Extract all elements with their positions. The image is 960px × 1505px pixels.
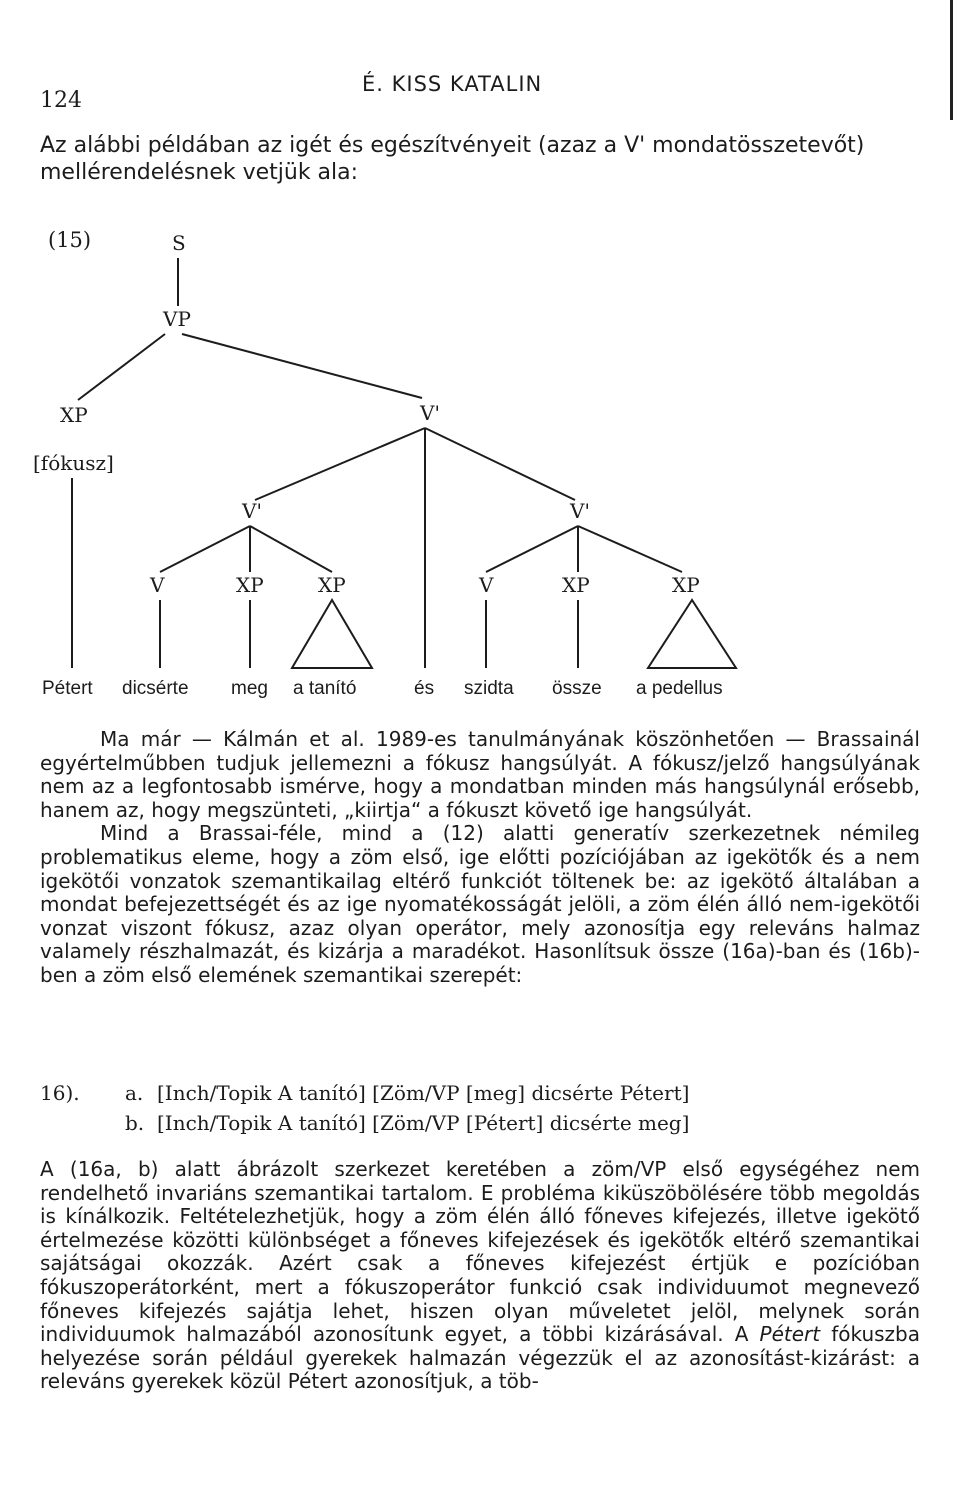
italic-word: Pétert — [759, 1322, 821, 1347]
node-vbar-top: V' — [420, 401, 440, 425]
node-xp-focus: XP — [60, 403, 88, 427]
node-vp: VP — [163, 307, 191, 331]
paragraph: Mind a Brassai-féle, mind a (12) alatti generatív szerkezetnek némileg problematikus eleme, hogy a zöm első, ige előtti pozíciójában az igekötők és a nem igekötői vonzatok szemantikailag eltérő funkciót töltenek be: az igekötő általában a mondat befejezettségét és az ige nyomatékosságát jelöli, a zöm élén álló nem-igekötői vonzat viszont fókusz, azaz olyan operátor, mely azonosítja egy releváns halmaz valamely részhalmazát, és kizárja a maradékot. Hasonlítsuk össze (16a)-ban és (16b)-ben a zöm első elemének szemantikai szerepét: — [40, 821, 920, 987]
node-vbar-left: V' — [242, 499, 262, 523]
example-text: [Inch/Topik A tanító] [Zöm/VP [meg] dicsérte Pétert] — [157, 1081, 690, 1105]
example-16a — [40, 1078, 920, 1108]
node-s: S — [172, 231, 186, 255]
triangle-xp-left — [292, 600, 372, 668]
example-16b — [40, 1108, 920, 1138]
edge — [578, 526, 682, 572]
edge — [78, 334, 165, 400]
syntax-tree — [0, 210, 960, 710]
word-petert: Pétert — [42, 678, 93, 699]
edge — [425, 428, 575, 500]
word-meg: meg — [231, 678, 268, 699]
node-v-left: V — [150, 573, 165, 597]
paragraph: Ma már — Kálmán et al. 1989-es tanulmányának köszönhetően — Brassainál egyértelműbben tudjuk jellemezni a fókusz hangsúlyát. A fókusz/jelző hangsúlyának nem az a legfontosabb ismérve, hogy a mondatban minden más hangsúlynál erősebb, hanem az, hogy megszünteti, „kiirtja“ a fókuszt követő ige hangsúlyát. — [40, 727, 920, 822]
edge — [182, 334, 422, 398]
page-edge — [950, 0, 953, 120]
example-15-label: (15) — [48, 228, 92, 252]
body-section-1 — [40, 728, 920, 988]
node-focus-label: [fókusz] — [33, 451, 114, 475]
example-16-label: 16). — [40, 1081, 80, 1105]
node-vbar-right: V' — [570, 499, 590, 523]
running-title: É. KISS KATALIN — [362, 72, 543, 96]
edge — [250, 526, 332, 572]
node-xp-right-2: XP — [672, 573, 700, 597]
edge — [160, 526, 250, 572]
node-xp-right-1: XP — [562, 573, 590, 597]
example-text: [Inch/Topik A tanító] [Zöm/VP [Pétert] dicsérte meg] — [157, 1111, 690, 1135]
word-ossze: össze — [552, 678, 602, 699]
node-v-right: V — [479, 573, 494, 597]
word-szidta: szidta — [464, 678, 514, 699]
paragraph-text: A (16a, b) alatt ábrázolt szerkezet keretében a zöm/VP első egységéhez nem rendelhető invariáns szemantikai tartalom. E probléma kiküszöbölésére több megoldás is kínálkozik. Feltételezhetjük, hogy a zöm élén álló főneves kifejezés, illetve igekötő értelmezése közötti különbséget a főneves kifejezések és igekötők eltérő szemantikai sajátságai okozzák. Azért csak a főneves kifejezést értjük e pozícióban fókuszoperátorként, mert a fókuszoperátor funkció csak individuumot megnevező főneves kifejezés sajátja lehet, hiszen olyan műveletet jelöl, melynek során individuumok halmazából azonosítunk egyet, a többi kizárásával. A — [40, 1157, 920, 1347]
example-letter: b. — [125, 1111, 145, 1135]
page-number: 124 — [40, 88, 82, 113]
example-letter: a. — [125, 1081, 144, 1105]
example-16 — [40, 1078, 920, 1138]
body-section-2 — [40, 1158, 920, 1394]
paragraph-text: fókuszba helyezése során például gyerekek halmazán végezzük el az azonosítást-kizárást: a releváns gyerekek közül Pétert azonosítjuk, a töb- — [40, 1322, 921, 1394]
node-xp-left-2: XP — [318, 573, 346, 597]
word-dicserte: dicsérte — [122, 678, 189, 699]
word-es: és — [414, 678, 435, 699]
node-xp-left-1: XP — [236, 573, 264, 597]
intro-paragraph: Az alábbi példában az igét és egészítvényeit (azaz a V' mondatösszetevőt) mellérendelésnek vetjük ala: — [40, 133, 865, 185]
triangle-xp-right — [648, 600, 736, 668]
edge — [255, 428, 425, 500]
word-a-tanito: a tanító — [293, 678, 357, 699]
word-a-pedellus: a pedellus — [636, 678, 723, 699]
edge — [486, 526, 578, 572]
